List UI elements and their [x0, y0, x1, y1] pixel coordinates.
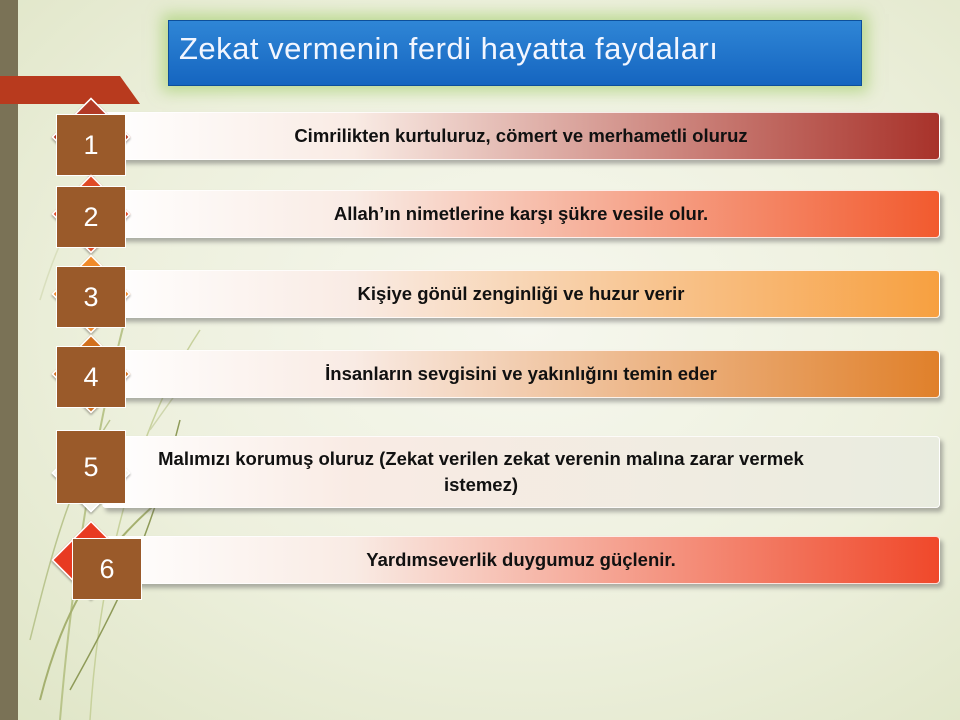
- title-box: [168, 20, 862, 86]
- item-bar-1: [102, 112, 940, 160]
- item-text: Allah’ın nimetlerine karşı şükre vesile olur.: [333, 203, 709, 225]
- item-text: Malımızı korumuş oluruz (Zekat verilen zekat verenin malına zarar vermek istemez): [158, 448, 804, 495]
- item-text: Cimrilikten kurtuluruz, cömert ve merhametli oluruz: [294, 125, 748, 147]
- item-text: İnsanların sevgisini ve yakınlığını temin eder: [325, 363, 717, 385]
- red-tab: [0, 76, 140, 104]
- page-title: Zekat vermenin ferdi hayatta faydaları: [179, 31, 719, 66]
- item-number-1: 1: [56, 114, 126, 176]
- item-number-6: 6: [72, 538, 142, 600]
- item-number-5: 5: [56, 430, 126, 504]
- item-bar-4: [102, 350, 940, 398]
- item-bar-5: [102, 436, 940, 508]
- item-number-2: 2: [56, 186, 126, 248]
- item-text: Yardımseverlik duygumuz güçlenir.: [366, 549, 676, 571]
- item-number-4: 4: [56, 346, 126, 408]
- item-bar-6: [102, 536, 940, 584]
- item-number-3: 3: [56, 266, 126, 328]
- item-bar-3: [102, 270, 940, 318]
- item-text: Kişiye gönül zenginliği ve huzur verir: [357, 283, 685, 305]
- item-bar-2: [102, 190, 940, 238]
